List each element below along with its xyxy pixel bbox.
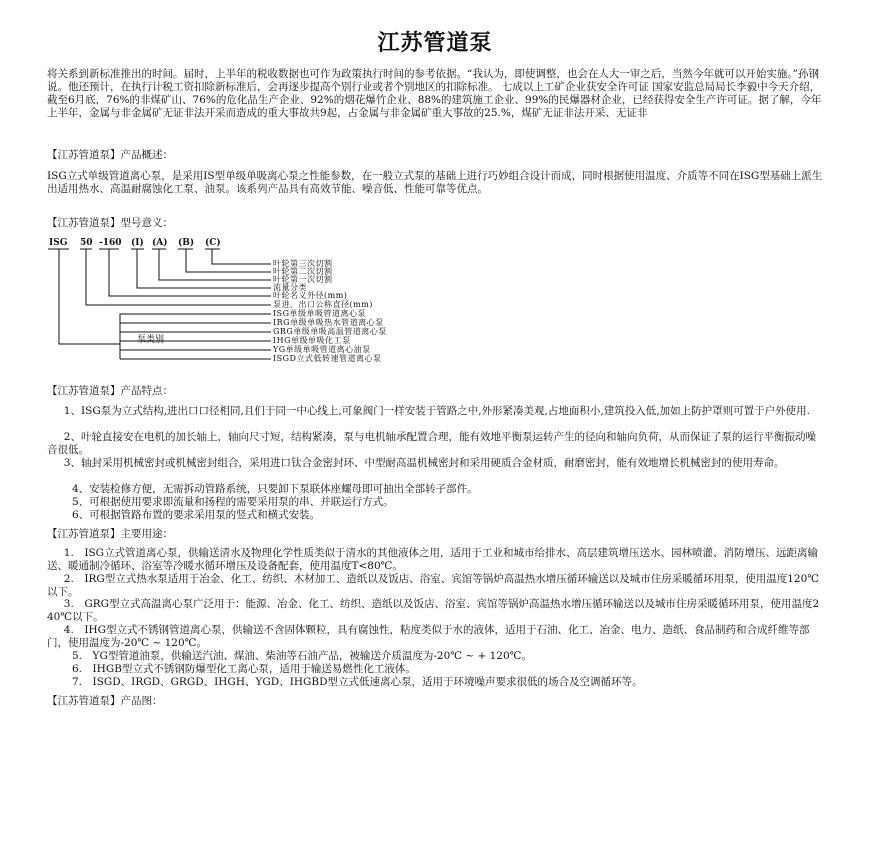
label-cut-2: 叶轮第二次切割	[273, 267, 333, 276]
model-diagram	[47, 238, 467, 378]
label-yg: YG单级单吸管道离心油泵	[273, 345, 371, 354]
overview-text: ISG立式单级管道离心泵，是采用IS型单级单吸离心泵之性能参数，在一般立式泵的基础上进行巧妙组合设计而成，同时根据使用温度、介质等不同在ISG型基础上派生出适用热水、高温耐腐蚀化工泵、油泵。该系列产品具有高效节能、噪音低、性能可靠等优点。	[47, 170, 823, 195]
label-ihg: IHG单级单吸化工泵	[273, 336, 351, 345]
feature-item-6: 6、可根据管路布置的要求采用泵的竖式和横式安装。	[72, 509, 321, 521]
code-i: (I)	[131, 238, 144, 248]
feature-item-4: 4、安装检修方便，无需拆动管路系统，只要卸下泵联体座螺母即可抽出全部转子部件。	[72, 483, 478, 495]
figure-heading: 【江苏管道泵】产品图：	[47, 695, 163, 707]
features-heading: 【江苏管道泵】产品特点：	[47, 385, 173, 397]
use-item-3: 3. GRG型立式高温离心泵广泛用于：能源、冶金、化工、纺织、造纸以及饭店、浴室、宾馆等锅炉高温热水增压循环输送以及城市住房采暖循环用泵，使用温度240℃以下。	[47, 598, 820, 623]
code-b: (B)	[178, 238, 195, 248]
feature-item-2: 2、叶轮直接安在电机的加长轴上，轴向尺寸短，结构紧凑，泵与电机轴承配置合理，能有效地平衡泵运转产生的径向和轴向负荷，从而保证了泵的运行平衡振动噪音很低。	[47, 431, 816, 456]
model-diagram-lines	[47, 238, 467, 378]
intro-paragraph: 将关系到新标准推出的时间。届时，上半年的税收数据也可作为政策执行时间的参考依据。“我认为，即使调整，也会在人大一审之后，当然今年就可以开始实施。”孙钢说。他还预计，在执行计税工资扣除新标准后，会再逐步提高个别行业或者个别地区的扣除标准。 七成以上工矿企业获安全许可证 国家安监总局局长李毅中今天介绍，截至6月底，76%的非煤矿山、76%的危化品生产企业、92%的烟花爆竹企业、88%的建筑施工企业、99%的民爆器材企业，已经获得安全生产许可证。据了解，今年上半年，金属与非金属矿无证非法开采而造成的重大事故共9起，占金属与非金属矿重大事故的25.%，煤矿无证非法开采、无证非	[47, 68, 822, 119]
label-cut-3: 叶轮第三次切割	[273, 259, 333, 268]
use-item-5: 5. YG型管道油泵，供输送汽油、煤油、柴油等石油产品，被输送介质温度为-20℃ ~ + 120℃。	[72, 650, 532, 662]
code-c: (C)	[205, 238, 221, 248]
label-irg: IRG单级单吸热水管道离心泵	[273, 318, 384, 327]
label-isg: ISG单级单吸管道离心泵	[273, 309, 367, 318]
label-flow-class: 流量分类	[273, 283, 307, 292]
pump-class-label: 泵类别	[137, 335, 165, 345]
code-a: (A)	[152, 238, 168, 248]
label-cut-1: 叶轮第一次切割	[273, 275, 333, 284]
use-item-4: 4. IHG型立式不锈钢管道离心泵，供输送不含固体颗粒，具有腐蚀性，粘度类似于水的液体，适用于石油、化工、冶金、电力、造纸、食品制药和合成纤维等部门，使用温度为-20℃ ~ 120℃。	[47, 624, 810, 649]
overview-heading: 【江苏管道泵】产品概述：	[47, 149, 173, 161]
uses-heading: 【江苏管道泵】主要用途：	[47, 528, 173, 540]
code-160: -160	[99, 238, 122, 248]
use-item-7: 7. ISGD、IRGD、GRGD、IHGH、YGD、IHGBD型立式低速离心泵，适用于环境噪声要求很低的场合及空调循环等。	[72, 676, 643, 688]
label-port-diameter: 泵进、出口公称直径(mm)	[273, 300, 373, 309]
label-isgd: ISGD立式低转速管道离心泵	[273, 354, 382, 363]
label-grg: GRG单级单吸高温管道离心泵	[273, 327, 387, 336]
feature-item-3: 3、轴封采用机械密封或机械密封组合，采用进口钛合金密封环、中型耐高温机械密封和采用硬质合金材质，耐磨密封，能有效地增长机械密封的使用寿命。	[63, 457, 785, 469]
label-impeller-diameter: 叶轮名义外径(mm)	[273, 291, 348, 300]
page-title: 江苏管道泵	[377, 30, 493, 56]
code-50: 50	[80, 238, 93, 248]
use-item-6: 6. IHGB型立式不锈钢防爆型化工离心泵，适用于输送易燃性化工液体。	[72, 663, 416, 675]
use-item-2: 2. IRG型立式热水泵适用于冶金、化工、纺织、木材加工、造纸以及饭店、浴室、宾馆等锅炉高温热水增压循环输送以及城市住房采暖循环用泵，使用温度120℃以下。	[47, 573, 820, 598]
feature-item-1: 1、ISG泵为立式结构,进出口口径相同,且们于同一中心线上,可象阀门一样安装于管路之中,外形紧凑美观,占地面积小,建筑投入低,加如上防护罩则可置于户外使用.	[63, 405, 810, 417]
feature-item-5: 5、可根据使用要求即流量和扬程的需要采用泵的串、并联运行方式。	[72, 496, 394, 508]
use-item-1: 1. ISG立式管道离心泵，供输送清水及物理化学性质类似于清水的其他液体之用，适用于工业和城市给排水、高层建筑增压送水、园林喷灌、消防增压、远距离输送、暖通制冷循环、浴室等冷暖水循环增压及设备配套，使用温度T<80℃。	[47, 547, 819, 572]
model-heading: 【江苏管道泵】型号意义：	[47, 217, 173, 229]
code-isg: ISG	[49, 238, 68, 248]
